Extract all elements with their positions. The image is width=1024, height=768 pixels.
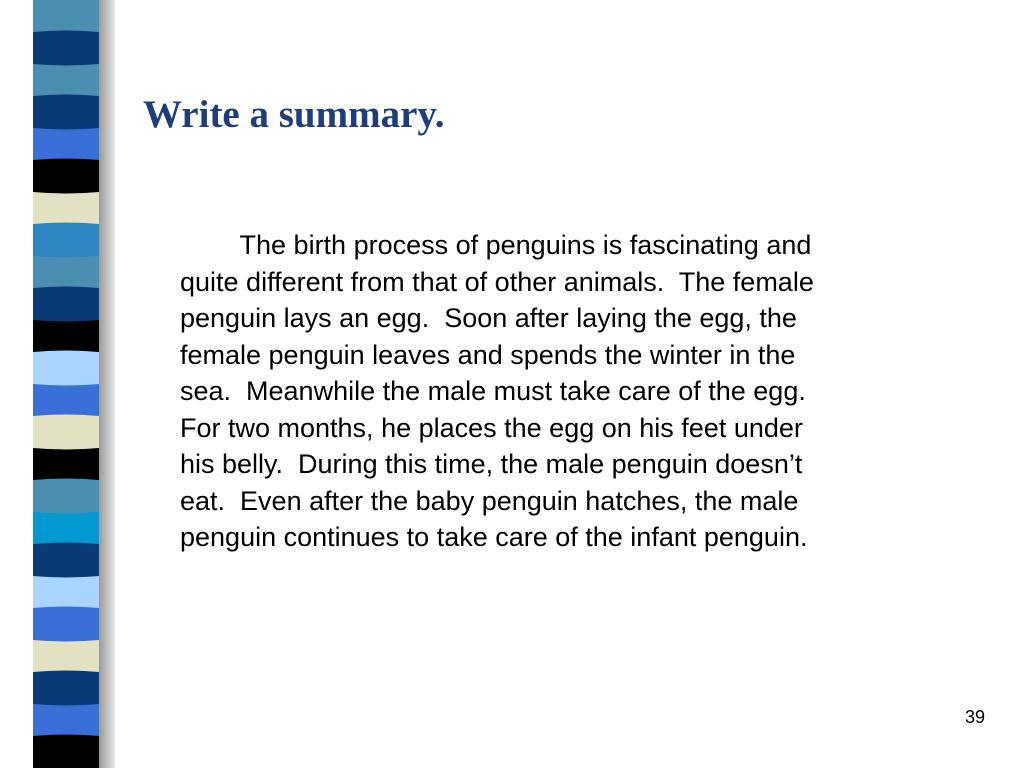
paragraph-line: For two months, he places the egg on his feet under [180, 412, 803, 443]
paragraph-line: penguin continues to take care of the infant penguin. [180, 522, 808, 552]
stripe-segment [33, 448, 99, 481]
stripe-segment [33, 64, 99, 97]
decorative-stripe-bar [33, 0, 99, 768]
stripe-segment [33, 223, 99, 259]
slide-title: Write a summary. [143, 93, 445, 136]
summary-paragraph [180, 227, 1000, 556]
stripe-segment [33, 415, 99, 451]
stripe-segment [33, 128, 99, 161]
stripe-segment [33, 159, 99, 195]
stripe-segment [33, 31, 99, 67]
stripe-segment [33, 512, 99, 545]
paragraph-line: quite different from that of other animals. The female [180, 266, 814, 297]
stripe-segment [33, 543, 99, 579]
stripe-segment [33, 640, 99, 673]
stripe-segment [33, 735, 99, 768]
page-number: 39 [965, 707, 986, 727]
stripe-segment [33, 384, 99, 417]
stripe-segment [33, 704, 99, 737]
stripe-segment [33, 607, 99, 643]
stripe-segment [33, 320, 99, 353]
stripe-segment [33, 479, 99, 515]
paragraph-line: his belly. During this time, the male penguin doesn’t [180, 449, 803, 479]
stripe-shadow [99, 0, 115, 768]
stripe-segment [33, 0, 99, 33]
stripe-segment [33, 256, 99, 289]
paragraph-line: female penguin leaves and spends the winter in the [180, 339, 796, 370]
paragraph-line: penguin lays an egg. Soon after laying the egg, the [180, 303, 797, 333]
stripe-segment [33, 351, 99, 387]
stripe-segment [33, 192, 99, 225]
paragraph-line: The birth process of penguins is fascinating and [180, 230, 812, 260]
stripe-segment [33, 576, 99, 609]
stripe-segment [33, 671, 99, 707]
stripe-segment [33, 95, 99, 131]
stripe-segment [33, 287, 99, 323]
paragraph-line: eat. Even after the baby penguin hatches, the male [180, 485, 799, 516]
paragraph-line: sea. Meanwhile the male must take care of the egg. [180, 376, 806, 406]
